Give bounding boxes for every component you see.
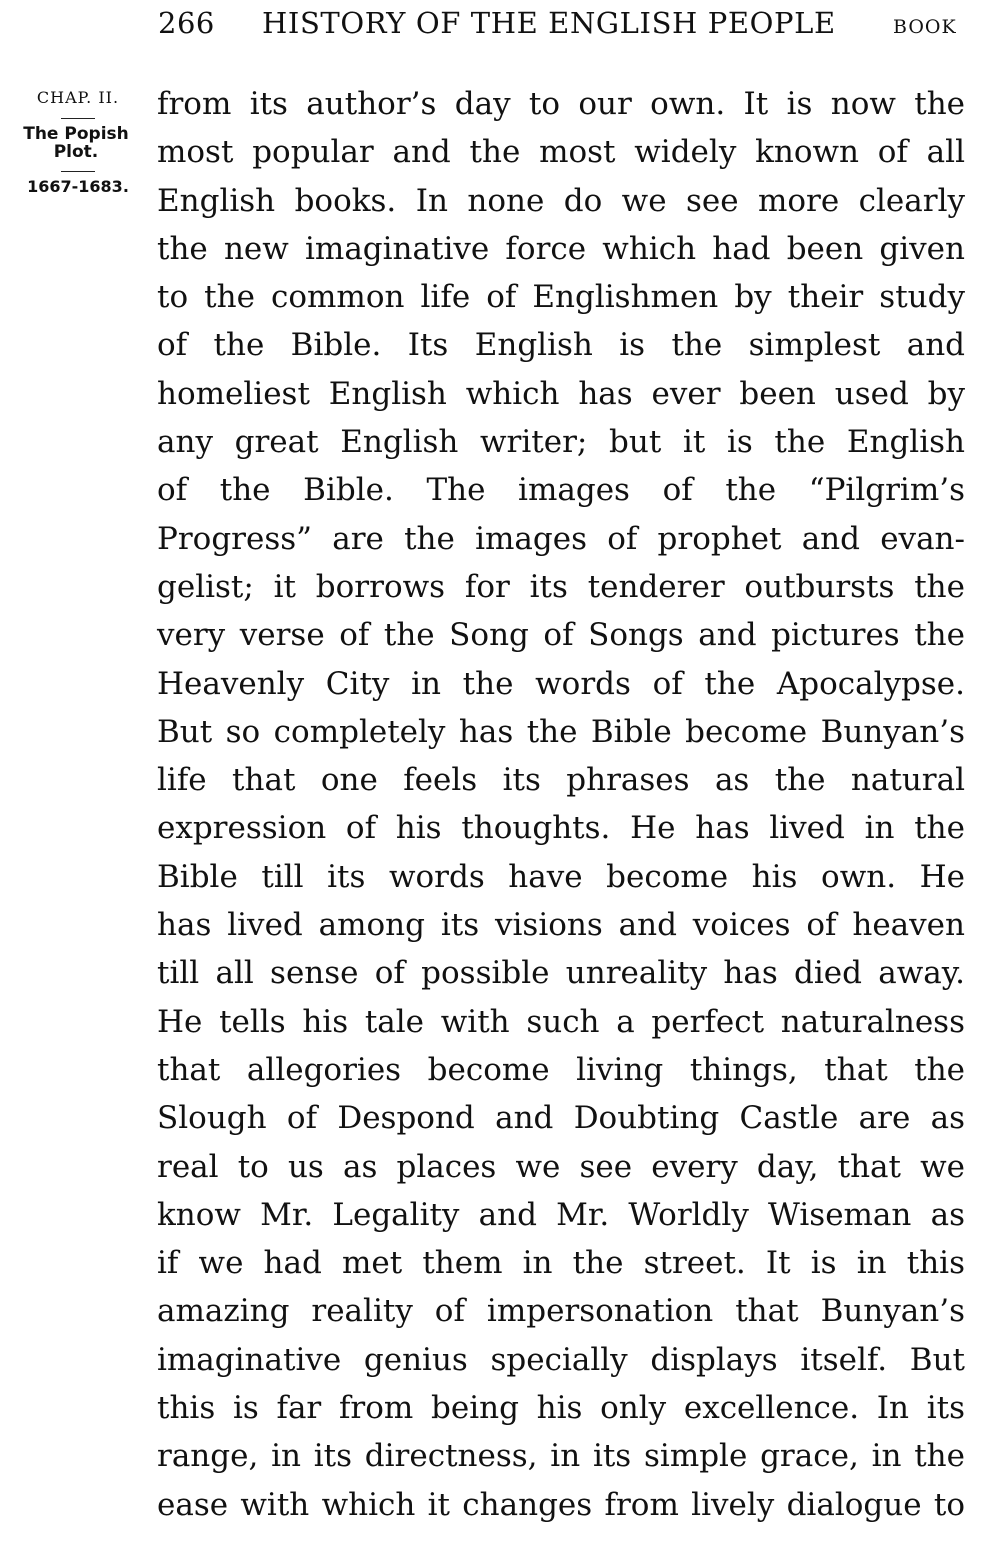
text-line: Heavenly City in the words of the Apocalypse. (157, 665, 965, 702)
text-line: range, in its directness, in its simple grace, in the (157, 1438, 965, 1475)
text-line: from its author’s day to our own. It is now the (157, 86, 965, 122)
text-line: imaginative genius specially displays itself. But (157, 1341, 965, 1378)
text-line: Slough of Despond and Doubting Castle are as (157, 1100, 965, 1137)
text-line: real to us as places we see every day, that we (157, 1148, 965, 1185)
text-line: life that one feels its phrases as the natural (157, 762, 965, 799)
margin-rule (61, 118, 95, 119)
text-line: But so completely has the Bible become Bunyan’s (157, 713, 965, 750)
text-line: if we had met them in the street. It is in this (157, 1245, 965, 1282)
text-line: Bible till its words have become his own. He (157, 858, 965, 895)
text-line: of the Bible. Its English is the simplest and (157, 327, 965, 364)
text-line: the new imaginative force which had been given (157, 230, 965, 267)
text-line: expression of his thoughts. He has lived in the (157, 810, 965, 847)
text-line: amazing reality of impersonation that Bunyan’s (157, 1293, 965, 1330)
topic-line-2: Plot. (53, 142, 99, 162)
text-line: English books. In none do we see more clearly (157, 182, 965, 219)
text-line: homeliest English which has ever been used by (157, 375, 965, 412)
text-line: any great English writer; but it is the English (157, 424, 965, 461)
text-line: has lived among its visions and voices of heaven (157, 907, 965, 944)
body-text (157, 80, 965, 1529)
text-line: of the Bible. The images of the “Pilgrim’s (157, 472, 965, 509)
book-label: BOOK (893, 16, 957, 38)
page-number: 266 (158, 6, 215, 40)
running-title: HISTORY OF THE ENGLISH PEOPLE (262, 6, 836, 40)
chapter-label: CHAP. II. (36, 88, 120, 107)
text-line: this is far from being his only excellence. In its (157, 1390, 965, 1427)
running-header (0, 6, 1000, 46)
text-line: to the common life of Englishmen by their study (157, 279, 965, 316)
text-line: Progress” are the images of prophet and evan- (157, 520, 965, 557)
text-line: very verse of the Song of Songs and pictures the (157, 617, 965, 654)
text-line: most popular and the most widely known of all (157, 134, 965, 171)
text-line: gelist; it borrows for its tenderer outbursts the (157, 568, 965, 605)
margin-notes (8, 88, 148, 196)
text-line: till all sense of possible unreality has died away. (157, 955, 965, 992)
text-line: He tells his tale with such a perfect naturalness (157, 1003, 965, 1040)
year-range: 1667-1683. (27, 177, 129, 196)
text-line: ease with which it changes from lively dialogue to (157, 1486, 965, 1523)
topic-line-1: The Popish (23, 124, 129, 144)
text-line: that allegories become living things, that the (157, 1051, 965, 1088)
text-line: know Mr. Legality and Mr. Worldly Wiseman as (157, 1196, 965, 1233)
margin-rule-2 (61, 171, 95, 172)
